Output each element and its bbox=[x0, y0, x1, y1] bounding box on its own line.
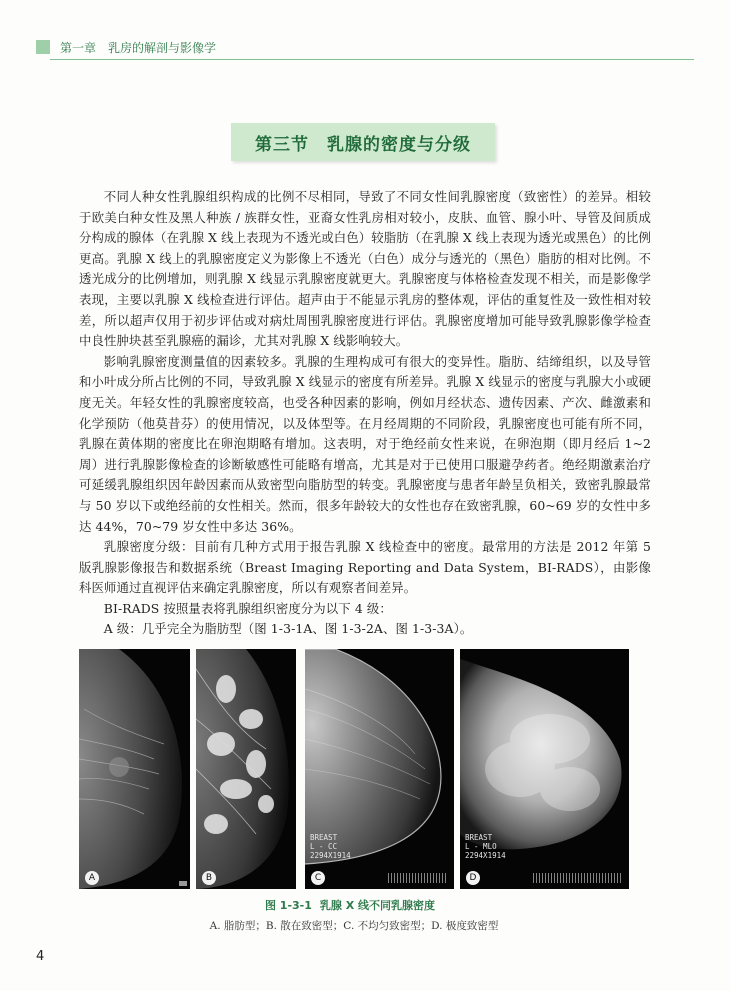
mammogram-d bbox=[460, 649, 629, 889]
image-annotation: BREAST L - CC 2294X1914 bbox=[310, 833, 351, 860]
paragraph: 不同人种女性乳腺组织构成的比例不尽相同，导致了不同女性间乳腺密度（致密性）的差异。相较于欧美白种女性及黑人种族 / 族群女性，亚裔女性乳房相对较小，皮肤、血管、腺小叶、导管及间质成分构成的腺体（在乳腺 X 线上表现为不透光或白色）较脂肪（在乳腺 X 线上表现为透光或黑色）的比例更高。乳腺 X 线上的乳腺密度定义为影像上不透光（白色）成分与透光的（黑色）脂肪的相对比例。不透光成分的比例增加，则乳腺 X 线显示乳腺密度就更大。乳腺密度与体格检查发现不相关，而是影像学表现，主要以乳腺 X 线检查进行评估。超声由于不能显示乳房的整体观，评估的重复性及一致性相对较差，所以超声仅用于初步评估或对病灶周围乳腺密度进行评估。乳腺密度增加可能导致乳腺影像学检查中良性肿块甚至乳腺癌的漏诊，尤其对乳腺 X 线影响较大。 bbox=[79, 189, 651, 349]
caption-text: 乳腺 X 线不同乳腺密度 bbox=[319, 899, 436, 912]
caption-number: 图 1-3-1 bbox=[264, 899, 312, 912]
panel-label: A bbox=[85, 871, 99, 885]
image-annotation: BREAST L - MLO 2294X1914 bbox=[465, 833, 506, 860]
mammogram-a-image bbox=[79, 649, 190, 889]
header-marker bbox=[36, 40, 50, 54]
header-rule bbox=[50, 59, 694, 60]
mammogram-b-image bbox=[196, 649, 296, 889]
section-title: 第三节 乳腺的密度与分级 bbox=[231, 123, 495, 161]
scale-ruler bbox=[533, 873, 623, 883]
scale-ruler bbox=[388, 873, 448, 883]
running-header bbox=[0, 0, 730, 70]
body-text bbox=[79, 187, 651, 640]
mammogram-a bbox=[79, 649, 190, 889]
caption-title bbox=[79, 897, 629, 913]
scale-marker bbox=[179, 881, 187, 886]
paragraph: 影响乳腺密度测量值的因素较多。乳腺的生理构成可有很大的变异性。脂肪、结缔组织，以及导管和小叶成分所占比例的不同，导致乳腺 X 线显示的密度有所差异。乳腺 X 线显示的密度与乳腺大小或硬度无关。年轻女性的乳腺密度较高，也受各种因素的影响，例如月经状态、遗传因素、产次、雌激素和化学预防（他莫昔芬）的使用情况，以及体型等。在月经周期的不同阶段，乳腺密度也可能有所不同，乳腺在黄体期的密度比在卵泡期略有增加。这表明，对于绝经前女性来说，在卵泡期（即月经后 1~2 周）进行乳腺影像检查的诊断敏感性可能略有增高，尤其是对于已使用口服避孕药者。绝经期激素治疗可延缓乳腺组织因年龄因素而从致密型向脂肪型的转变。乳腺密度与患者年龄呈负相关，致密乳腺最常与 50 岁以下或绝经前的女性相关。然而，很多年龄较大的女性也存在致密乳腺，60~69 岁的女性中多达 44%，70~79 岁女性中多达 36%。 bbox=[79, 353, 651, 534]
mammogram-c bbox=[305, 649, 454, 889]
panel-label: D bbox=[466, 871, 480, 885]
paragraph: A 级：几乎完全为脂肪型（图 1-3-1A、图 1-3-2A、图 1-3-3A）。 bbox=[103, 621, 473, 637]
paragraph: 乳腺密度分级：目前有几种方式用于报告乳腺 X 线检查中的密度。最常用的方法是 2012 年第 5 版乳腺影像报告和数据系统（Breast Imaging Reporting and Data System，BI-RADS），由影像科医师通过直视评估来确定乳腺密度，所以有观察者间差异。 bbox=[79, 539, 651, 596]
caption-subtitle: A. 脂肪型；B. 散在致密型；C. 不均匀致密型；D. 极度致密型 bbox=[209, 920, 499, 932]
panel-label: B bbox=[202, 871, 216, 885]
figure-caption bbox=[79, 897, 629, 933]
paragraph: BI-RADS 按照量表将乳腺组织密度分为以下 4 级： bbox=[103, 600, 392, 616]
page-number: 4 bbox=[36, 949, 45, 964]
chapter-title: 第一章 乳房的解剖与影像学 bbox=[60, 41, 217, 55]
panel-label: C bbox=[311, 871, 325, 885]
mammogram-b bbox=[196, 649, 296, 889]
